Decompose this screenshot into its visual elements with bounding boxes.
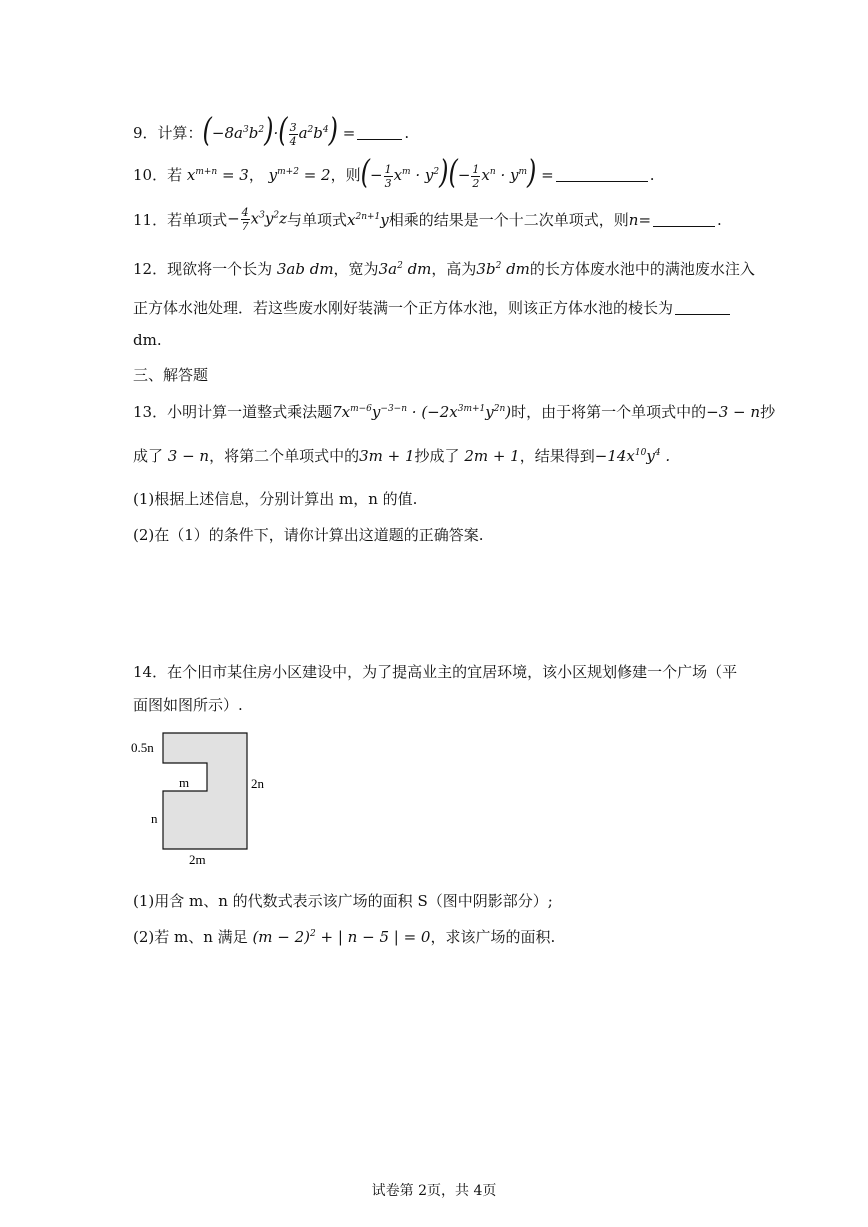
section-heading: [133, 364, 208, 385]
question-14-part-2: [133, 926, 555, 947]
q11-rest: 相乘的结果是一个十二次单项式，则: [388, 211, 629, 229]
q14-p2-text-b: ，求该广场的面积.: [430, 928, 556, 946]
q11-end: .: [717, 210, 722, 229]
q13-term-4: 2m + 1: [459, 446, 520, 465]
label-notch: m: [179, 775, 190, 790]
label-top-left: 0.5n: [131, 740, 154, 755]
q12-text-c: ，高为: [431, 260, 477, 278]
q12-height: $3b^2$ dm: [476, 259, 530, 278]
q14-p1-text: (1)用含 m、n 的代数式表示该广场的面积 S（图中阴影部分）;: [133, 892, 553, 910]
q13-p1-text: (1)根据上述信息，分别计算出 m，n 的值.: [133, 490, 418, 508]
q13-text-f: 抄成了: [414, 447, 460, 465]
q10-label: 10．若: [133, 166, 183, 185]
q11-answer-blank: [653, 212, 715, 227]
question-12-line-2: [133, 297, 732, 318]
q10-answer-blank: [556, 167, 648, 182]
q11-monomial-2: $x^{2n+1}y$: [347, 210, 389, 229]
q12-text-line2: 正方体水池处理．若这些废水刚好装满一个正方体水池，则该正方体水池的棱长为: [133, 299, 674, 317]
q12-unit: dm.: [133, 331, 162, 349]
q9-expression: $(-8a^3b^2)\cdot$( $\frac{3}{4}$ $a^2b^4$) =: [202, 111, 356, 149]
q13-text-d: 成了: [133, 447, 164, 465]
q13-text-e: ，将第二个单项式中的: [209, 447, 360, 465]
question-14-part-1: [133, 890, 553, 911]
q14-p2-text-a: (2)若 m、n 满足: [133, 928, 248, 946]
q11-var: n: [628, 210, 639, 229]
question-12-line-3: [133, 331, 162, 349]
q13-text-g: ，结果得到: [519, 447, 595, 465]
q9-label: 9．计算：: [133, 124, 203, 143]
page-footer: 试卷第 2页，共 4页: [371, 1183, 497, 1199]
q12-text-a: 12．现欲将一个长为: [133, 260, 273, 278]
q13-text-b: 时，由于将第一个单项式中的: [511, 403, 707, 421]
q9-answer-blank: [357, 125, 402, 140]
q12-text-d: 的长方体废水池中的满池废水注入: [529, 260, 755, 278]
question-13-part-1: [133, 488, 417, 509]
question-14-line-2: [133, 694, 243, 715]
q14-text-line1: 14．在个旧市某住房小区建设中，为了提高业主的宜居环境，该小区规划修建一个广场（平: [133, 663, 738, 681]
q11-monomial-1: − $\frac{4}{7}$ $x^3y^2z$: [227, 206, 287, 233]
q13-term-2: 3 − n: [163, 446, 210, 465]
q10-then: ，则: [330, 166, 361, 185]
question-9: 9．计算： $(-8a^3b^2)\cdot$( $\frac{3}{4}$ $a^2b^4$) = .: [133, 111, 410, 149]
question-13-part-2: [133, 524, 484, 545]
section-title: 三、解答题: [133, 366, 209, 384]
question-12-line-1: [133, 258, 755, 279]
plaza-figure: [125, 725, 285, 870]
label-bottom: 2m: [189, 852, 206, 867]
q11-mid: 与单项式: [287, 211, 348, 229]
plaza-shape: [163, 733, 247, 849]
q11-eq: =: [638, 210, 652, 229]
question-14-line-1: [133, 661, 737, 682]
q12-answer-blank: [675, 300, 730, 315]
question-13-line-2: [133, 445, 670, 466]
question-11: [133, 206, 722, 233]
q14-text-line2: 面图如图所示）.: [133, 696, 243, 714]
q13-text-a: 13．小明计算一道整式乘法题: [133, 403, 333, 421]
q14-condition: $(m - 2)^2$ + | n − 5 | = 0: [247, 927, 431, 946]
q13-term-1: −3 − n: [706, 402, 761, 421]
q12-text-b: ，宽为: [333, 260, 379, 278]
q13-term-3: 3m + 1: [359, 446, 415, 465]
question-13-line-1: [133, 401, 775, 422]
q10-expression: (− $\frac{1}{3}$ $x^m \cdot y^2)(-$ $\frac{1}{2}$ $x^n \cdot y^m$) =: [360, 153, 554, 191]
q10-cond1: $x^{m+n} = 3$: [182, 165, 249, 184]
label-right: 2n: [251, 776, 264, 791]
q11-prefix: 11．若单项式: [133, 211, 228, 229]
q13-p2-text: (2)在（1）的条件下，请你计算出这道题的正确答案.: [133, 526, 484, 544]
label-left: n: [151, 811, 158, 826]
q10-cond2: $y^{m+2} = 2$: [263, 165, 331, 184]
q12-width: $3a^2$ dm: [378, 259, 432, 278]
q13-expression: $7x^{m-6}y^{-3-n} \cdot (-2x^{3m+1}y^{2n})$: [332, 402, 512, 421]
q12-length: 3ab dm: [272, 259, 334, 278]
q10-sep: ，: [248, 166, 264, 185]
q10-end: .: [649, 165, 655, 184]
q13-result: $-14x^{10}y^4$ .: [594, 446, 671, 465]
question-10: [133, 153, 655, 191]
q13-text-c: 抄: [760, 403, 776, 421]
